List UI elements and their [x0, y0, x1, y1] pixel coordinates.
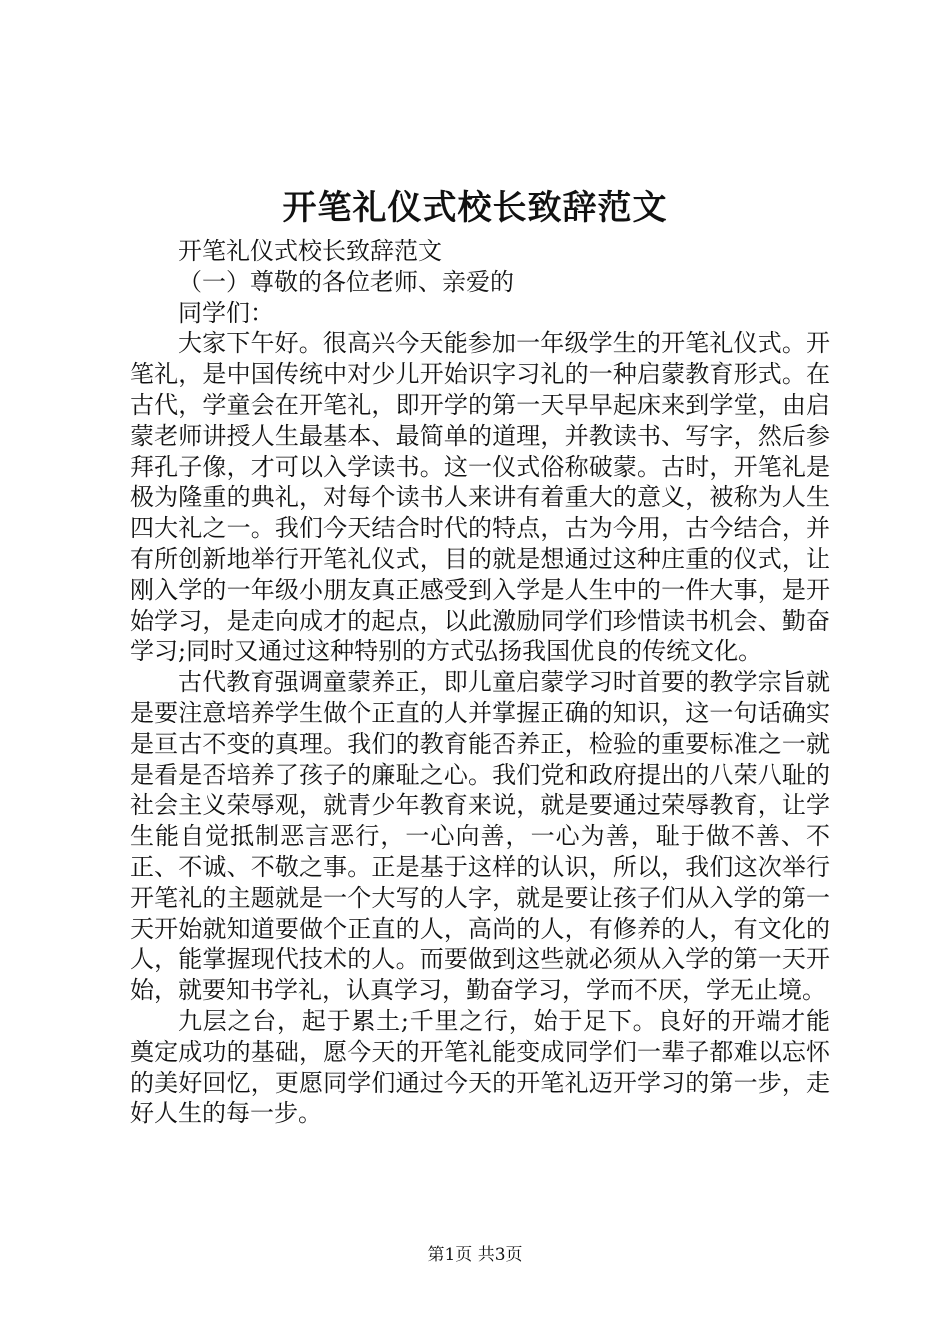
paragraph-subtitle: 开笔礼仪式校长致辞范文 — [178, 237, 442, 265]
paragraph-body-1: 大家下午好。很高兴今天能参加一年级学生的开笔礼仪式。开笔礼，是中国传统中对少儿开始识字习礼的一种启蒙教育形式。在古代，学童会在开笔礼，即开学的第一天早早起床来到学堂，由启蒙老师讲授人生最基本、最简单的道理，并教读书、写字，然后参拜孔子像，才可以入学读书。这一仪式俗称破蒙。古时，开笔礼是极为隆重的典礼，对每个读书人来讲有着重大的意义，被称为人生四大礼之一。我们今天结合时代的特点，古为今用，古今结合，并有所创新地举行开笔礼仪式，目的就是想通过这种庄重的仪式，让刚入学的一年级小朋友真正感受到入学是人生中的一件大事，是开始学习，是走向成才的起点，以此激励同学们珍惜读书机会、勤奋学习;同时又通过这种特别的方式弘扬我国优良的传统文化。 — [130, 329, 830, 666]
document-title: 开笔礼仪式校长致辞范文 — [282, 188, 668, 228]
page-number-footer: 第1页 共3页 — [427, 1245, 523, 1265]
paragraph-salutation-cont: 同学们： — [178, 298, 274, 327]
paragraph-body-2: 古代教育强调童蒙养正，即儿童启蒙学习时首要的教学宗旨就是要注意培养学生做个正直的人并掌握正确的知识，这一句话确实是亘古不变的真理。我们的教育能否养正，检验的重要标准之一就是看是否培养了孩子的廉耻之心。我们党和政府提出的八荣八耻的社会主义荣辱观，就青少年教育来说，就是要通过荣辱教育，让学生能自觉抵制恶言恶行，一心向善，一心为善，耻于做不善、不正、不诚、不敬之事。正是基于这样的认识，所以，我们这次举行开笔礼的主题就是一个大写的人字，就是要让孩子们从入学的第一天开始就知道要做个正直的人，高尚的人，有修养的人，有文化的人，能掌握现代技术的人。而要做到这些就必须从入学的第一天开始，就要知书学礼，认真学习，勤奋学习，学而不厌，学无止境。 — [130, 668, 830, 1005]
paragraph-salutation: （一）尊敬的各位老师、亲爱的 — [178, 267, 514, 296]
document-body — [130, 236, 830, 1129]
paragraph-body-3: 九层之台，起于累土;千里之行，始于足下。良好的开端才能奠定成功的基础，愿今天的开笔礼能变成同学们一辈子都难以忘怀的美好回忆，更愿同学们通过今天的开笔礼迈开学习的第一步，走好人生的每一步。 — [130, 1006, 830, 1128]
